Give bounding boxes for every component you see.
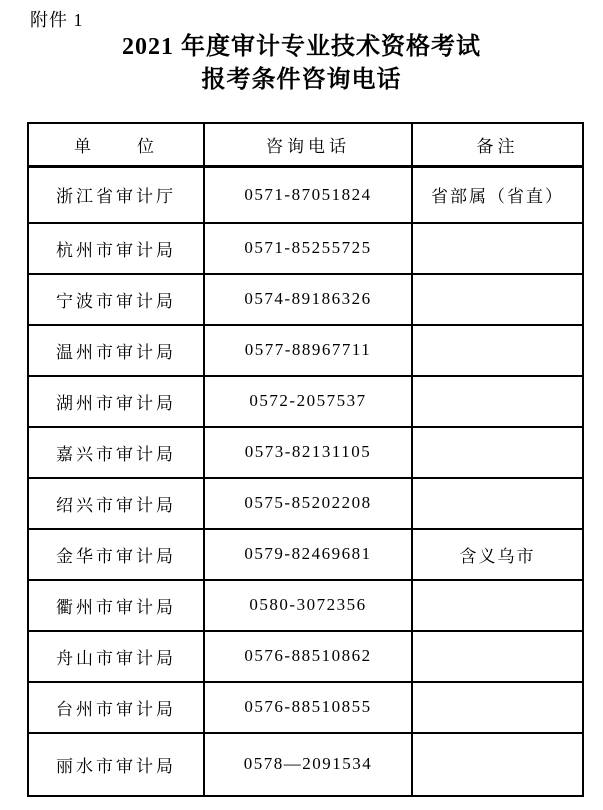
table-body: [28, 167, 583, 796]
unit-cell: 湖州市审计局: [28, 376, 204, 427]
table-row: [28, 223, 583, 274]
note-cell: [412, 478, 583, 529]
table-row: [28, 427, 583, 478]
phone-cell: 0573-82131105: [204, 427, 412, 478]
unit-cell: 嘉兴市审计局: [28, 427, 204, 478]
unit-cell: 台州市审计局: [28, 682, 204, 733]
unit-cell: 舟山市审计局: [28, 631, 204, 682]
note-cell: [412, 274, 583, 325]
unit-cell: 金华市审计局: [28, 529, 204, 580]
unit-cell: 温州市审计局: [28, 325, 204, 376]
note-cell: [412, 631, 583, 682]
unit-cell: 杭州市审计局: [28, 223, 204, 274]
unit-cell: 浙江省审计厅: [28, 167, 204, 223]
header-phone: 咨询电话: [204, 123, 412, 167]
phone-cell: 0574-89186326: [204, 274, 412, 325]
note-cell: [412, 580, 583, 631]
note-cell: 省部属（省直）: [412, 167, 583, 223]
table-row: [28, 733, 583, 796]
title-line-1: 2021 年度审计专业技术资格考试: [122, 34, 481, 60]
phone-cell: 0572-2057537: [204, 376, 412, 427]
phone-cell: 0575-85202208: [204, 478, 412, 529]
unit-cell: 丽水市审计局: [28, 733, 204, 796]
table-row: [28, 274, 583, 325]
note-cell: [412, 325, 583, 376]
header-unit: 单 位: [28, 123, 204, 167]
attachment-label: 附件 1: [30, 10, 84, 30]
unit-cell: 宁波市审计局: [28, 274, 204, 325]
table-row: [28, 325, 583, 376]
note-cell: [412, 733, 583, 796]
phone-cell: 0571-85255725: [204, 223, 412, 274]
table-row: [28, 529, 583, 580]
note-cell: [412, 223, 583, 274]
title-line-2: 报考条件咨询电话: [201, 67, 402, 93]
note-cell: [412, 427, 583, 478]
phone-cell: 0571-87051824: [204, 167, 412, 223]
phone-table: [27, 122, 584, 797]
table-row: [28, 376, 583, 427]
table-row: [28, 631, 583, 682]
phone-cell: 0576-88510862: [204, 631, 412, 682]
table-row: [28, 478, 583, 529]
phone-cell: 0580-3072356: [204, 580, 412, 631]
note-cell: 含义乌市: [412, 529, 583, 580]
phone-cell: 0576-88510855: [204, 682, 412, 733]
note-cell: [412, 682, 583, 733]
phone-cell: 0577-88967711: [204, 325, 412, 376]
header-row: [28, 123, 583, 167]
header-note: 备注: [412, 123, 583, 167]
table-row: [28, 682, 583, 733]
note-cell: [412, 376, 583, 427]
table-row: [28, 580, 583, 631]
unit-cell: 衢州市审计局: [28, 580, 204, 631]
phone-cell: 0578—2091534: [204, 733, 412, 796]
phone-cell: 0579-82469681: [204, 529, 412, 580]
unit-cell: 绍兴市审计局: [28, 478, 204, 529]
document-title: [0, 31, 603, 97]
table-row: [28, 167, 583, 223]
